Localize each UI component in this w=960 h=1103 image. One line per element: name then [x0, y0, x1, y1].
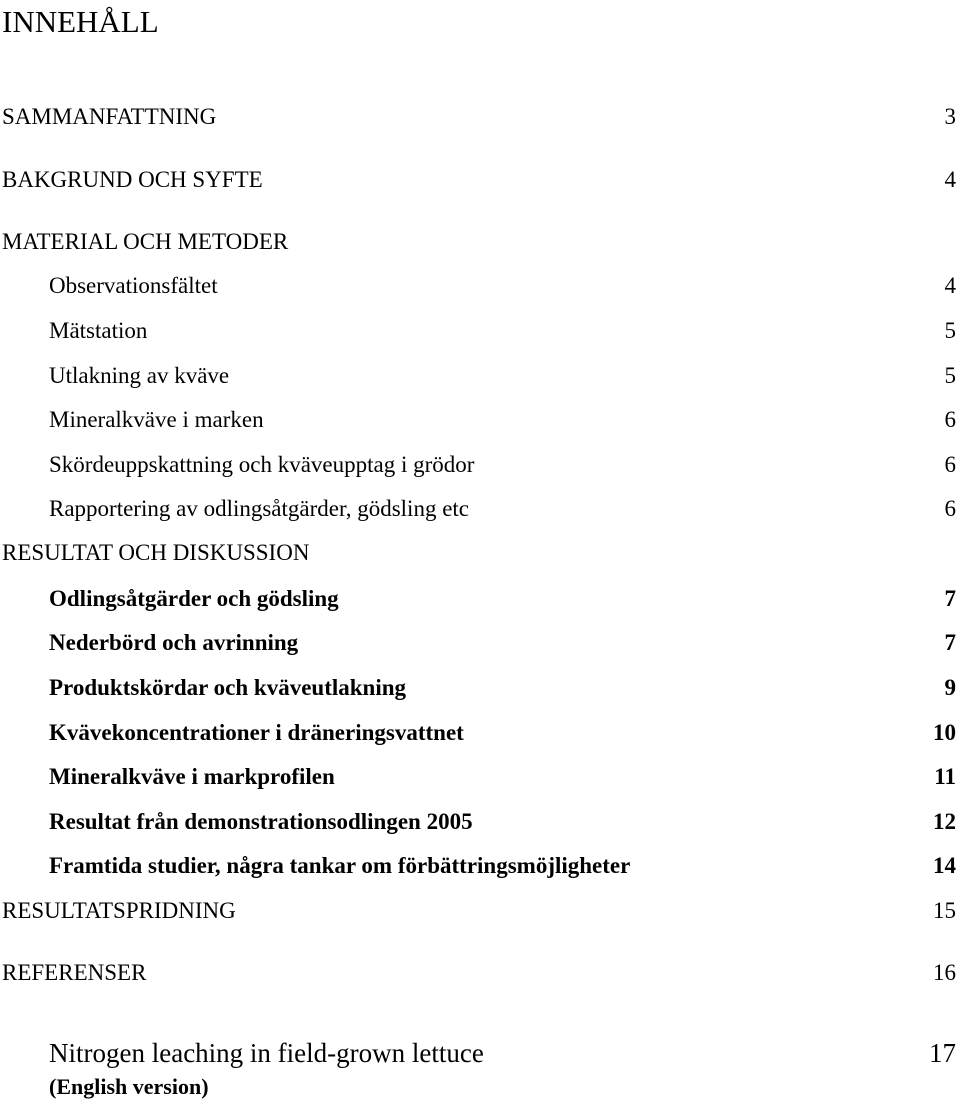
toc-entry-referenser[interactable]	[0, 956, 960, 990]
toc-entry-nederbord[interactable]	[0, 626, 960, 660]
toc-entry-resultatspridning[interactable]	[0, 894, 960, 928]
toc-entry-skordeuppskattning[interactable]	[0, 448, 960, 482]
toc-entry-rapportering[interactable]	[0, 492, 960, 526]
toc-entry-note: (English version)	[49, 1074, 209, 1099]
toc-entry-label: Rapportering av odlingsåtgärder, gödsling etc	[49, 496, 469, 521]
toc-entry-label: Odlingsåtgärder och gödsling	[49, 586, 339, 611]
toc-entry-label: Observationsfältet	[49, 273, 218, 298]
toc-entry-page: 17	[929, 1038, 956, 1068]
toc-entry-mineralkvave-markprofilen[interactable]	[0, 760, 960, 794]
toc-entry-label: Kvävekoncentrationer i dräneringsvattnet	[49, 720, 464, 745]
toc-entry-label: Utlakning av kväve	[49, 363, 230, 388]
toc-entry-label: Mineralkväve i marken	[49, 407, 264, 432]
toc-entry-label: BAKGRUND OCH SYFTE	[2, 167, 263, 192]
toc-entry-sammanfattning[interactable]	[0, 100, 960, 134]
toc-entry-page: 6	[944, 496, 956, 521]
toc-entry-kvavekoncentrationer[interactable]	[0, 716, 960, 750]
toc-entry-label: MATERIAL OCH METODER	[2, 229, 289, 254]
toc-entry-demonstrationsodlingen[interactable]	[0, 805, 960, 839]
toc-entry-resultat-och-diskussion[interactable]	[0, 536, 960, 570]
toc-entry-label: Skördeuppskattning och kväveupptag i grödor	[49, 452, 475, 477]
toc-entry-page: 4	[944, 167, 956, 192]
toc-entry-label: Framtida studier, några tankar om förbättringsmöjligheter	[49, 853, 631, 878]
toc-entry-page: 5	[944, 318, 956, 343]
toc-entry-page: 10	[933, 720, 956, 745]
toc-entry-matstation[interactable]	[0, 314, 960, 348]
toc-entry-bakgrund[interactable]	[0, 163, 960, 197]
toc-entry-label: RESULTATSPRIDNING	[2, 898, 236, 923]
toc-entry-page: 9	[944, 675, 956, 700]
toc-entry-produktskordar[interactable]	[0, 671, 960, 705]
toc-entry-label: Mätstation	[49, 318, 148, 343]
toc-entry-page: 6	[944, 407, 956, 432]
toc-entry-page: 4	[944, 273, 956, 298]
toc-entry-label: Nederbörd och avrinning	[49, 630, 299, 655]
toc-entry-label: SAMMANFATTNING	[2, 104, 217, 129]
toc-entry-page: 7	[944, 630, 956, 655]
toc-entry-page: 6	[944, 452, 956, 477]
toc-entry-mineralkvave-marken[interactable]	[0, 403, 960, 437]
toc-entry-framtida-studier[interactable]	[0, 849, 960, 883]
toc-entry-odlingsatgarder[interactable]	[0, 582, 960, 616]
toc-entry-page: 11	[934, 764, 956, 789]
toc-entry-page: 14	[933, 853, 956, 878]
toc-entry-material-och-metoder[interactable]	[0, 225, 960, 259]
toc-entry-label: Nitrogen leaching in field-grown lettuce	[49, 1038, 484, 1068]
toc-entry-page: 12	[933, 809, 956, 834]
toc-entry-page: 7	[944, 586, 956, 611]
toc-entry-utlakning[interactable]	[0, 359, 960, 393]
toc-entry-label: REFERENSER	[2, 960, 147, 985]
toc-entry-page: 16	[933, 960, 956, 985]
toc-entry-observationsfaltet[interactable]	[0, 269, 960, 303]
toc-entry-label: Resultat från demonstrationsodlingen 2005	[49, 809, 473, 834]
toc-entry-english-version[interactable]	[0, 1036, 960, 1070]
toc-title: INNEHÅLL	[2, 4, 159, 39]
toc-entry-label: RESULTAT OCH DISKUSSION	[2, 540, 310, 565]
toc-entry-page: 15	[933, 898, 956, 923]
toc-entry-page: 3	[944, 104, 956, 129]
toc-entry-label: Produktskördar och kväveutlakning	[49, 675, 407, 700]
toc-entry-label: Mineralkväve i markprofilen	[49, 764, 335, 789]
toc-entry-page: 5	[944, 363, 956, 388]
